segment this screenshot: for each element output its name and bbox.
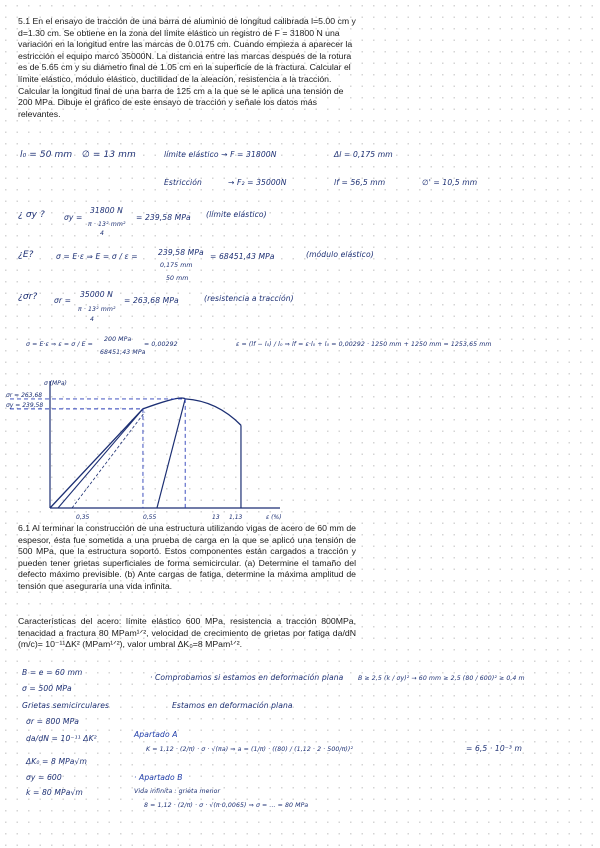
offset-line [58, 409, 143, 508]
sigma-y-denominator-4: 4 [100, 230, 105, 237]
note-elastic-limit: límite elástico → F = 31800N [164, 150, 277, 159]
x-axis-label: ε (%) [266, 514, 282, 521]
note-dadn: da/dN = 10⁻¹¹ ΔK² [26, 734, 97, 743]
question-e: ¿E? [18, 250, 34, 260]
strain-lhs: σ = E·ε ⇒ ε = σ / E = [26, 341, 93, 348]
sigma-r-denominator-4: 4 [90, 316, 95, 323]
note-sigma: σ = 500 MPa [22, 684, 72, 693]
note-grietas: Grietas semicirculares [22, 701, 110, 710]
part-a-formula: K = 1,12 · (2/π) · σ · √(πa) ⇒ a = (1/π) · ((80) / (1,12 · 2 · 500/π))² [146, 746, 354, 753]
e-result: = 68451,43 MPa [210, 252, 275, 261]
note-necking: Estricción [164, 178, 202, 187]
stress-strain-curve [50, 398, 241, 508]
x-tick-label: 0,55 [142, 514, 157, 521]
y-axis-label: σ (MPa) [44, 380, 67, 387]
problem-2-properties: Características del acero: límite elástico 600 MPa, resistencia a tracción 800MPa, tenacidad a fractura 80 MPam¹ᐟ², velocidad de crecimiento de grietas por fatiga da/dN (m/c)= 10⁻¹¹ΔK² (MPam¹ᐟ²), valor umbral ΔK₀=8 MPam¹ᐟ². [18, 616, 356, 650]
sigma-y-numerator: 31800 N [90, 206, 123, 215]
x-tick-label: 0,35 [76, 514, 90, 521]
sigma-y-result: = 239,58 MPa [136, 213, 191, 222]
check-plane-strain-formula: B ≥ 2,5 (k / σy)² → 60 mm ≥ 2,5 (80 / 600)² ≥ 0,4 m [358, 675, 525, 682]
e-note: (módulo elástico) [306, 250, 374, 259]
plane-strain-result: Estamos en deformación plana [172, 701, 293, 710]
sigma-r-result: = 263,68 MPa [124, 296, 179, 305]
note-f-necking: → F₂ = 35000N [228, 178, 287, 187]
problem-2-statement: 6.1 Al terminar la construcción de una estructura utilizando vigas de acero de 60 mm de espesor, ésta fue sometida a una prueba de carga en la que se aplicó una tensión de 500 MPa, que la estructura soportó. Estos componentes están cargados a tracción y pueden tener grietas superficiales de forma semicircular. (a) Determine el tamaño del defecto máximo previsible. (b) Ante cargas de fatiga, determine la máxima amplitud de tensión que aseguraría una vida infinita. [18, 523, 356, 591]
note-d0: ∅ = 13 mm [82, 150, 136, 160]
question-sigma-r: ¿σr? [18, 292, 38, 302]
note-l0: l₀ = 50 mm [20, 150, 73, 160]
x-tick-label: 13 [212, 514, 220, 521]
e-denominator-b: 50 mm [166, 275, 189, 282]
note-df: ∅' = 10,5 mm [422, 178, 478, 187]
sigma-y-denominator: π · 13² mm² [88, 221, 126, 228]
part-a-result: = 6,5 · 10⁻³ m [466, 744, 523, 753]
part-b-label: · Apartado B [134, 773, 183, 782]
unload-line [157, 399, 185, 508]
sigma-r-numerator: 35000 N [80, 290, 113, 299]
strain-result: = 0,00292 [144, 341, 178, 348]
offset-line-dashed [72, 412, 145, 508]
vida-infinita: Vida infinita : grieta menor [134, 788, 221, 795]
note-dk0: ΔK₀ = 8 MPa√m [26, 757, 87, 766]
sigma-y-lhs: σy = [64, 213, 83, 222]
e-formula: σ = E·ε ⇒ E = σ / ε = [56, 252, 138, 261]
stress-strain-chart [0, 375, 300, 525]
sigma-y-note: (límite elástico) [206, 210, 267, 219]
note-sigma-r: σr = 800 MPa [26, 717, 80, 726]
sigma-r-note: (resistencia a tracción) [204, 294, 294, 303]
e-denominator-a: 0,175 mm [160, 262, 193, 269]
part-a-label: Apartado A [134, 730, 178, 739]
note-delta-l: Δl = 0,175 mm [334, 150, 393, 159]
problem-1-statement: 5.1 En el ensayo de tracción de una barra de aluminio de longitud calibrada l=5.00 cm y d=1.30 cm. Se obtiene en la zona del límite elástico un registro de F = 31800 N una variación en la longitud entre las marcas de 0.0175 cm. Cuando empieza a aparecer la estricción el equipo marcó 35000N. La distancia entre las marcas después de la rotura es de 5.65 cm y su diámetro final de 1.05 cm en la superficie de la fractura. Calcular el límite elástico, módulo elástico, ductilidad de la aleación, resistencia a la tracción. Calcular la longitud final de una barra de 125 cm a la que se le aplica una tensión de 200 MPa. Dibuje el gráfico de este ensayo de tracción y señale los datos más relevantes. [18, 16, 356, 119]
check-plane-strain: · Comprobamos si estamos en deformación plana [150, 673, 344, 682]
y-tick-label: σr = 263,68 [6, 391, 43, 399]
final-length-formula: ε = (lf − l₀) / l₀ ⇒ lf = ε·l₀ + l₀ = 0,00292 · 1250 mm + 1250 mm = 1253,65 mm [236, 341, 492, 348]
e-numerator: 239,58 MPa [158, 248, 204, 257]
sigma-r-lhs: σr = [54, 296, 72, 305]
y-tick-label: σy = 239,58 [6, 401, 44, 409]
question-sigma-y: ¿ σy ? [18, 210, 45, 220]
sigma-r-denominator: π · 13² mm² [78, 306, 116, 313]
note-b: B = e = 60 mm [22, 668, 83, 677]
strain-denominator: 68451,43 MPa [100, 349, 146, 356]
x-tick-label: 1,13 [228, 514, 243, 521]
note-k: k = 80 MPa√m [26, 788, 83, 797]
part-b-formula: 8 = 1,12 · (2/π) · σ · √(π·0,0065) ⇒ σ = ... = 80 MPa [144, 802, 309, 809]
note-sigma-y: σy = 600 [26, 773, 62, 782]
note-lf: lf = 56,5 mm [334, 178, 386, 187]
strain-numerator: 200 MPa [104, 336, 132, 343]
